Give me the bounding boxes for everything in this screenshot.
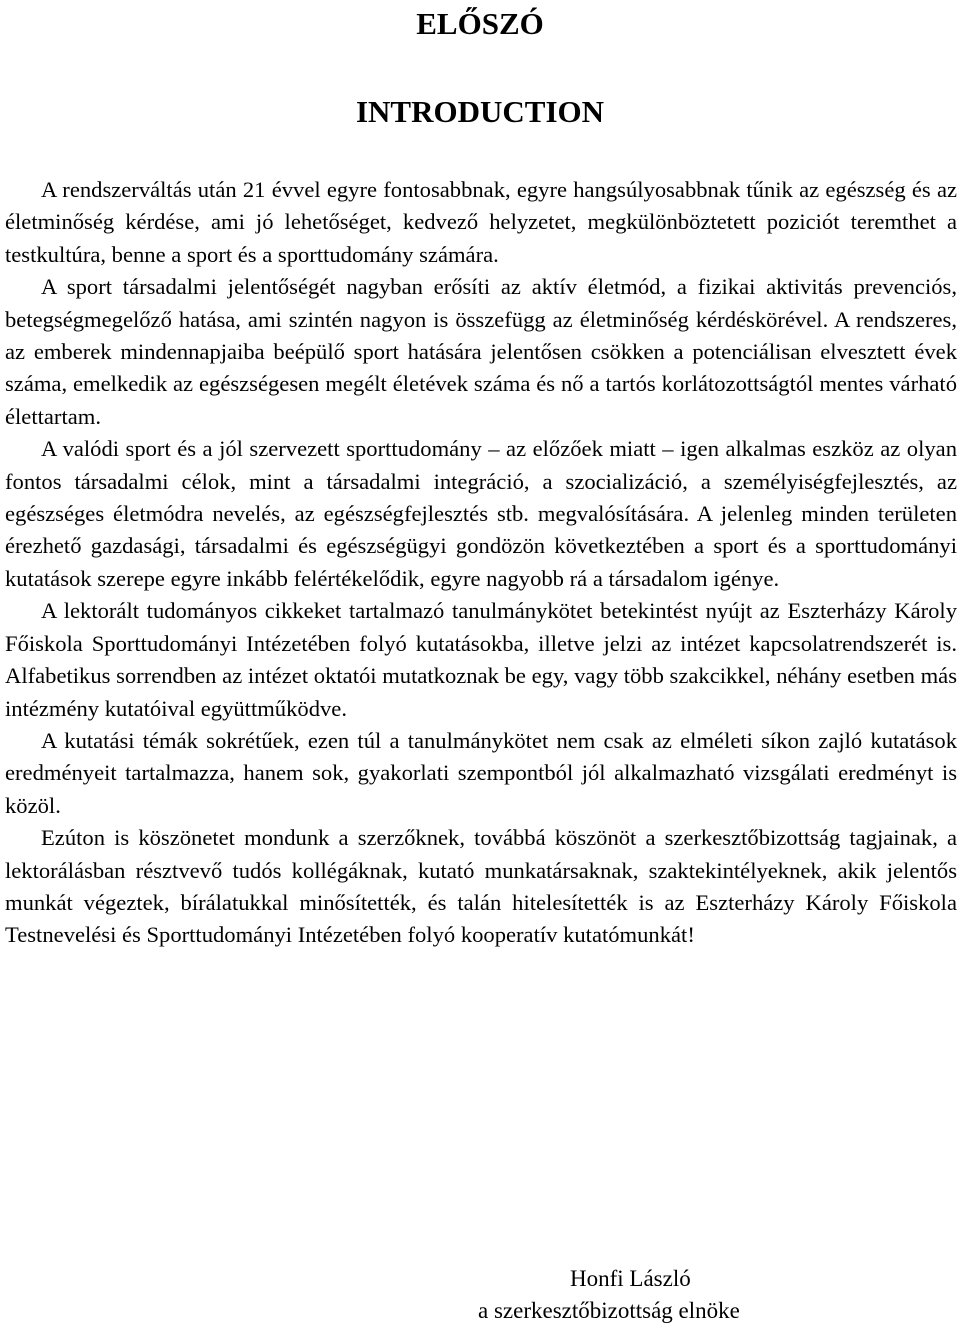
paragraph-5: A kutatási témák sokrétűek, ezen túl a tanulmánykötet nem csak az elméleti síkon zajló kutatások eredményeit tartalmazza, hanem sok, gyakorlati szempontból jól alkalmazható vizsgálati eredményt is közöl.	[5, 727, 957, 818]
paragraph-6: Ezúton is köszönetet mondunk a szerzőknek, továbbá köszönöt a szerkesztőbizottság tagjainak, a lektorálásban résztvevő tudós kollégáknak, kutató munkatársaknak, szaktekintélyeknek, akik jelentős munkát végeztek, bírálatukkal minősítették, és talán hitelesítették is az Eszterházy Károly Főiskola Testnevelési és Sporttudományi Intézetében folyó kooperatív kutatómunkát!	[5, 825, 957, 948]
paragraph-3: A valódi sport és a jól szervezett sporttudomány – az előzőek miatt – igen alkalmas eszköz az olyan fontos társadalmi célok, mint a társadalmi integráció, a szocializáció, a személyiségfejlesztés, az egészséges életmódra nevelés, az egészségfejlesztés stb. megvalósítására. A jelenleg minden területen érezhető gazdasági, társadalmi és egészségügyi gondözön következtében a sport és a sporttudományi kutatások szerepe egyre inkább felértékelődik, egyre nagyobb rá a társadalom igénye.	[5, 436, 957, 591]
paragraph-2: A sport társadalmi jelentőségét nagyban erősíti az aktív életmód, a fizikai aktivitás prevenciós, betegségmegelőző hatása, ami szintén nagyon is összefügg az életminőség kérdéskörével. A rendszeres, az emberek mindennapjaiba beépülő sport hatására jelentősen csökken a potenciálisan elvesztett évek száma, emelkedik az egészségesen megélt életévek száma és nő a tartós korlátozottságtól mentes várható élettartam.	[5, 274, 957, 429]
title-english: INTRODUCTION	[355, 94, 605, 129]
title-hungarian: ELŐSZÓ	[416, 6, 544, 41]
body-text	[5, 174, 957, 952]
paragraph-1: A rendszerváltás után 21 évvel egyre fontosabbnak, egyre hangsúlyosabbnak tűnik az egészség és az életminőség kérdése, ami jó lehetőséget, kedvező helyzetet, megkülönböztetett poziciót teremthet a testkultúra, benne a sport és a sporttudomány számára.	[5, 177, 957, 267]
signature-block	[478, 1263, 740, 1327]
paragraph-4: A lektorált tudományos cikkeket tartalmazó tanulmánykötet betekintést nyújt az Eszterházy Károly Főiskola Sporttudományi Intézetében folyó kutatásokba, illetve jelzi az intézet kapcsolatrendszerét is. Alfabetikus sorrendben az intézet oktatói mutatkoznak be egy, vagy több szakcikkel, néhány esetben más intézmény kutatóival együttműködve.	[5, 598, 957, 721]
signature-role: a szerkesztőbizottság elnöke	[478, 1298, 740, 1323]
signature-name: Honfi László	[570, 1266, 691, 1291]
